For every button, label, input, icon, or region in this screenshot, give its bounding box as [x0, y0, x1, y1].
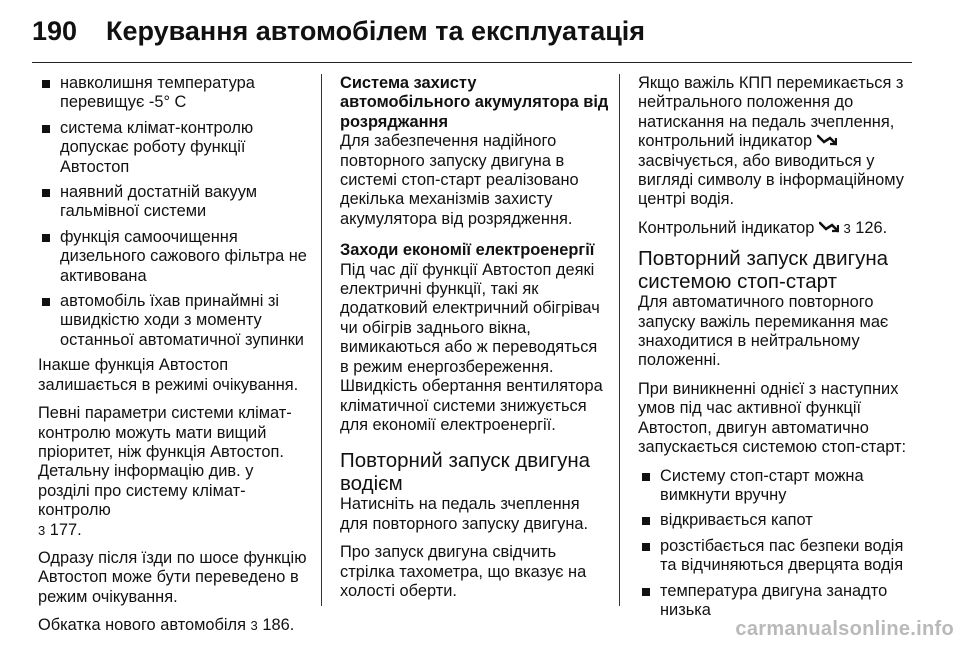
page-header — [32, 16, 912, 60]
page-ref-arrow-icon: 3 — [250, 618, 258, 634]
list-item: наявний достатній вакуум гальмівної системи — [38, 183, 308, 222]
paragraph: Для забезпечення надійного повторного запуску двигуна в системі стоп-старт реалізовано декілька механізмів захисту акумулятора від розрядження. — [340, 132, 579, 228]
list-item: відкривається капот — [638, 511, 908, 530]
column-3 — [638, 74, 908, 626]
paragraph: При виникненні однієї з наступних умов під час активної функції Автостоп, двигун автоматично запускається системою стоп-старт: — [638, 379, 907, 457]
list-item: температура двигуна занадто низька — [638, 582, 908, 621]
page-title: Керування автомобілем та експлуатація — [106, 16, 646, 46]
paragraph: Інакше функція Автостоп залишається в режимі очікування. — [38, 356, 299, 394]
paragraph-text: Якщо важіль КПП перемикається з нейтрального положення до натискання на педаль зчеплення, контрольний індикатор — [638, 74, 904, 151]
header-rule — [32, 62, 912, 63]
list-item: система клімат-контролю допускає роботу функції Автостоп — [38, 119, 308, 177]
column-divider-2 — [619, 74, 620, 606]
page-ref-link[interactable]: 177. — [49, 520, 82, 539]
column-2 — [340, 74, 610, 610]
paragraph — [638, 219, 908, 238]
list-item: Систему стоп-старт можна вимкнути вручну — [638, 467, 908, 506]
list-item: функція самоочищення дизельного сажового фільтра не активована — [38, 228, 308, 286]
auto-stop-indicator-icon — [817, 133, 837, 147]
paragraph: Натисніть на педаль зчеплення для повторного запуску двигуна. — [340, 495, 589, 533]
paragraph: Для автоматичного повторного запуску важіль перемикання має знаходитися в нейтральному положенні. — [638, 293, 889, 370]
condition-list — [38, 74, 308, 350]
section-heading: Повторний запуск двигуна системою стоп-старт — [638, 247, 889, 294]
section-heading: Повторний запуск двигуна водієм — [340, 449, 591, 496]
paragraph — [38, 616, 308, 635]
subheading: Заходи економії електроенергії — [340, 241, 595, 260]
subheading: Система захисту автомобільного акумулятора від розряджання — [340, 74, 609, 131]
paragraph: Під час дії функції Автостоп деякі електричні функції, такі як додатковий електричний обігрівач чи обігрів заднього вікна, вимикаються або ж переводяться в режим енергозбереження. Швидкість обертання вентилятора кліматичної системи знижується для економії електроенергії. — [340, 260, 603, 434]
paragraph-text: Обкатка нового автомобіля — [38, 616, 246, 635]
paragraph — [638, 74, 908, 210]
paragraph — [38, 404, 308, 540]
page-ref-arrow-icon: 3 — [38, 522, 46, 538]
auto-stop-indicator-icon — [819, 220, 839, 234]
paragraph: Одразу після їзди по шосе функцію Автостоп може бути переведено в режим очікування. — [38, 548, 307, 606]
paragraph-text: Контрольний індикатор — [638, 218, 815, 237]
page-ref-arrow-icon: 3 — [843, 220, 851, 236]
paragraph-text: засвічується, або виводиться у вигляді символу в інформаційному центрі водія. — [638, 151, 904, 209]
page-ref-link[interactable]: 186. — [262, 616, 295, 635]
restart-condition-list — [638, 467, 908, 621]
list-item: навколишня температура перевищує -5° C — [38, 74, 308, 113]
paragraph: Про запуск двигуна свідчить стрілка тахометра, що вказує на холості оберти. — [340, 543, 587, 600]
page-ref-link[interactable]: 126. — [855, 218, 888, 237]
column-1 — [38, 74, 308, 645]
watermark: carmanualsonline.info — [735, 618, 954, 640]
list-item: розстібається пас безпеки водія та відчиняються дверцята водія — [638, 537, 908, 576]
page-number: 190 — [32, 16, 78, 46]
column-divider-1 — [321, 74, 322, 606]
list-item: автомобіль їхав принаймні зі швидкістю ходи з моменту останньої автоматичної зупинки — [38, 292, 308, 350]
paragraph-text: Певні параметри системи клімат-контролю можуть мати вищий пріоритет, ніж функція Автостоп. Детальну інформацію див. у розділі про систему клімат-контролю — [38, 404, 292, 520]
